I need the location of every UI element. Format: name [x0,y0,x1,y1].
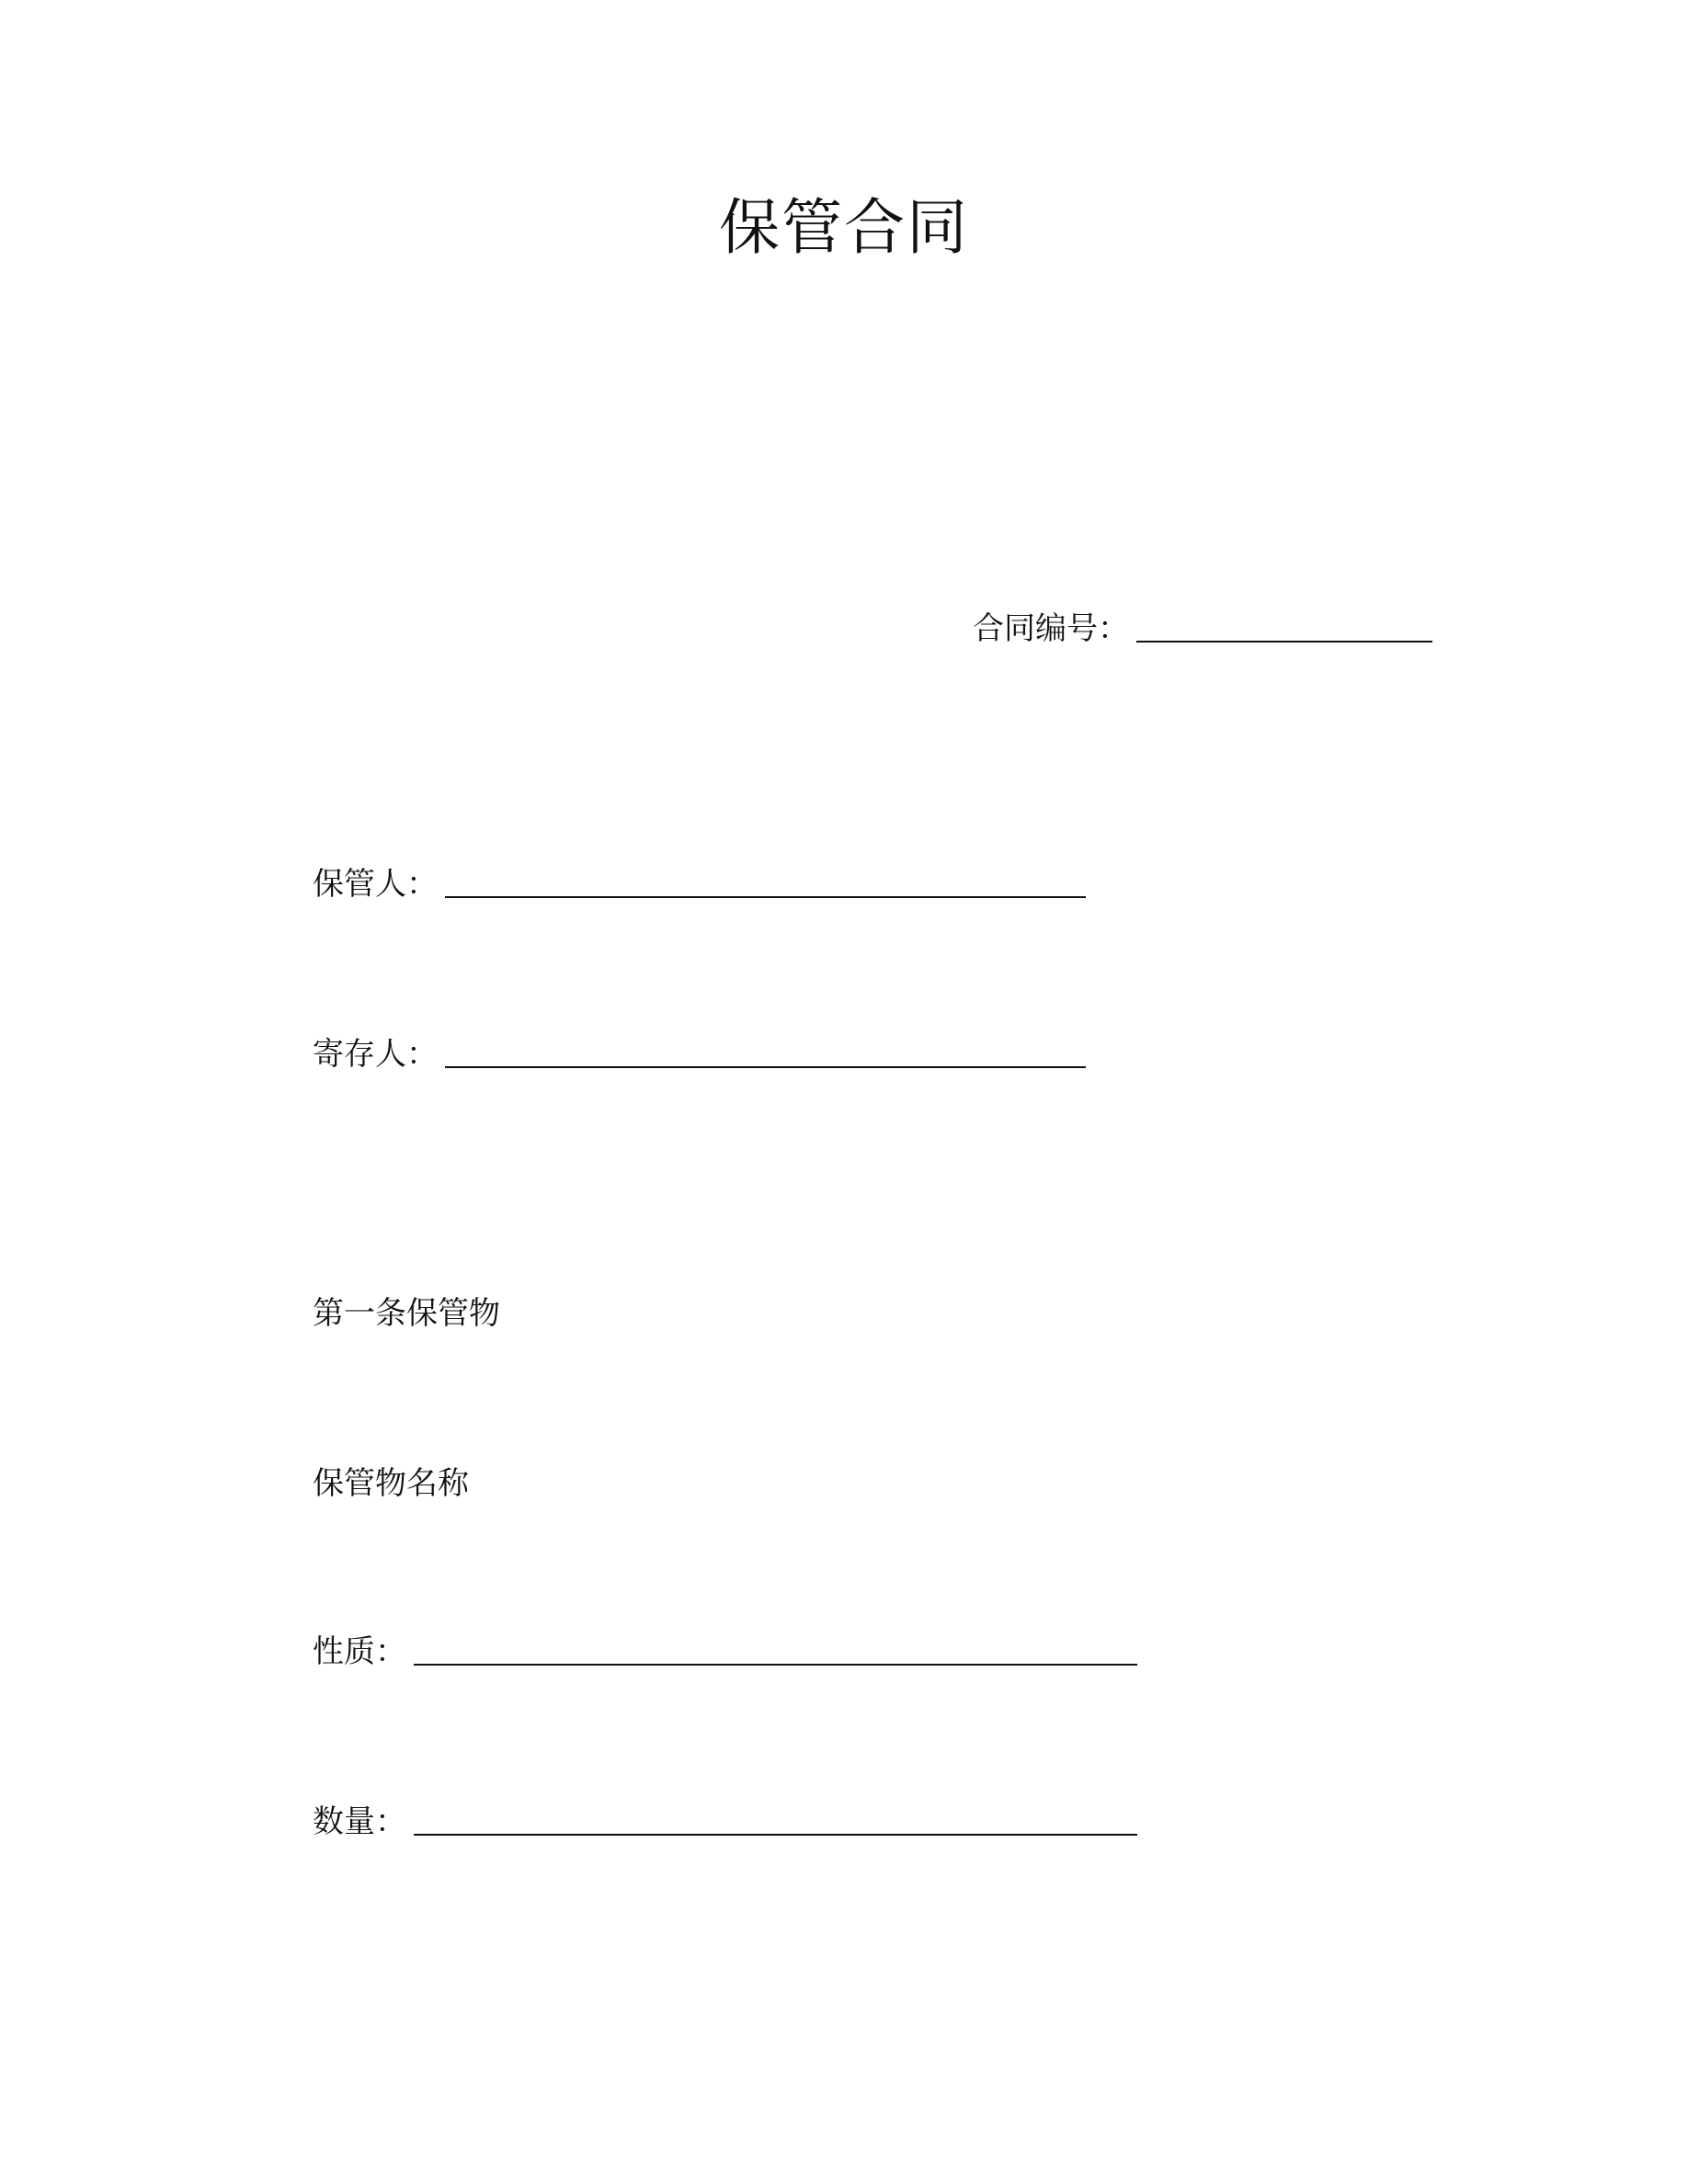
quantity-blank-line[interactable] [414,1833,1137,1836]
contract-number-blank-line[interactable] [1136,640,1432,643]
custodian-blank-line[interactable] [445,895,1086,898]
item-name-label: 保管物名称 [313,1465,469,1502]
nature-row [313,1633,1137,1670]
article-one-heading: 第一条保管物 [313,1295,500,1332]
custodian-row [313,866,1086,903]
nature-blank-line[interactable] [414,1663,1137,1666]
depositor-label: 寄存人： [313,1036,438,1073]
document-title: 保管合同 [719,192,969,263]
contract-number-row [973,610,1432,647]
quantity-label: 数量： [313,1803,406,1840]
depositor-blank-line[interactable] [445,1065,1086,1068]
quantity-row [313,1803,1137,1840]
custodian-label: 保管人： [313,866,438,903]
depositor-row [313,1036,1086,1073]
nature-label: 性质： [313,1633,406,1670]
contract-number-label: 合同编号： [973,610,1129,647]
